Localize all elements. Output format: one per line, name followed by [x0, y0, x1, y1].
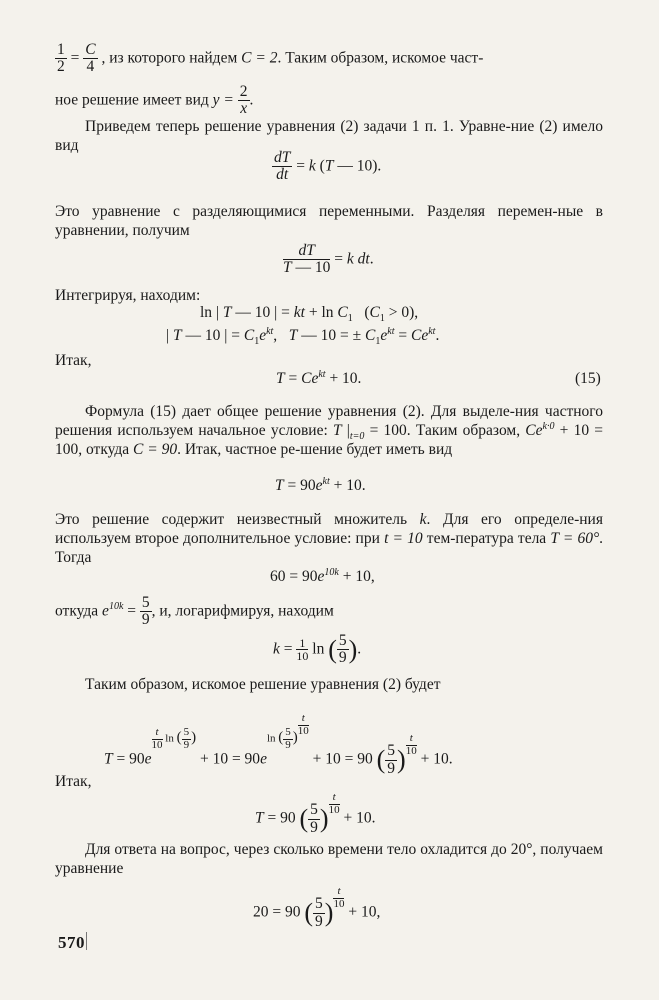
math-ce: Ce	[525, 422, 543, 439]
text-p6c: тем-пература тела	[426, 530, 547, 547]
text-p5c: , откуда	[78, 441, 130, 458]
fraction-2-x: $\frac{2}{x}$	[239, 83, 248, 118]
text-p6: Это решение содержит неизвестный множитель	[55, 511, 408, 528]
equation-integrated-2: | T — 10 | = $C_1e^{kt}$, T — 10 = ± $C_1e^{kt} = Ce^{kt}$.	[166, 325, 440, 348]
math-c-eq-90: C = 90	[133, 441, 178, 458]
paragraph-4: Интегрируя, находим:	[55, 287, 201, 304]
paragraph-6	[55, 510, 603, 567]
line-particular-solution: ное решение имеет вид y = $\frac{2}{x}$ .	[55, 83, 254, 118]
line-exp-fraction: откуда $e^{10k}$ = $\frac{5}{9}$ , и, логарифмируя, находим	[55, 594, 334, 629]
equation-final: T = 90 ( $\frac{5}{9}$ ) $\frac{t}{10}$ + 10.	[255, 791, 376, 836]
math-ce-rest: + 10 = 100	[55, 422, 603, 458]
text-p1c: ное решение имеет вид	[55, 91, 209, 109]
math-k: k	[419, 511, 427, 528]
paragraph-2: Приведем теперь решение уравнения (2) задачи 1 п. 1. Уравне-ние (2) имело вид	[55, 118, 603, 154]
equation-number-15: (15)	[575, 370, 601, 387]
equation-60: $60 = 90e^{10k} + 10$,	[270, 566, 375, 585]
math-c-eq-2: C = 2	[241, 49, 278, 67]
text-p5d: . Итак, частное ре-шение будет иметь вид	[177, 441, 453, 458]
text-p1a: , из которого найдем	[101, 49, 238, 67]
itak-1: Итак,	[55, 352, 92, 369]
equation-separated: $\frac{dT}{T — 10}$ = k dt.	[283, 242, 374, 277]
paragraph-3: Это уравнение с разделяющимися переменными. Разделяя перемен-ные в уравнении, получим	[55, 203, 603, 239]
equation-15: $T = Ce^{kt} + 10$.	[276, 368, 362, 387]
text-p5: Формула (15) дает общее решение уравнения (2). Для выделе-ния частного решения используем начальное условие:	[55, 403, 603, 439]
text-p6b: . Для его определе-ния используем второе дополнительное условие: при	[55, 511, 603, 547]
equation-particular: $T = 90e^{kt} + 10$.	[275, 475, 366, 494]
paragraph-5: Формула (15) дает общее решение уравнения (2). Для выделе-ния частного решения используем начальное условие: T $|_{t=0} = 100$. Таким образом, $Ce^{k\cdot 0} + 10 = 100$, откуда C = 90. Итак, частное ре-шение будет иметь вид	[55, 403, 603, 458]
math-t0-cond: = 100.	[369, 422, 411, 439]
equation-integrated-1: ln | T — 10 | = kt + $\ln C_1$ $(C_1 > 0)$,	[200, 304, 419, 325]
equation-solution-long: T = 90e $\frac{t}{10}$ ln ( $\frac{5}{9}$ ) + 10 = 90eln ( $\frac{5}{9}$ ) $\frac{t}{10}$ + 10 = 90 ( $\frac{5}{9}$ ) $\frac{t}{10}$ + 10.	[104, 712, 453, 777]
math-y-eq: y =	[212, 91, 234, 109]
equation-dT-dt: $\frac{dT}{dt}$ = k (T — 10).	[274, 149, 382, 184]
text-p6d: . Тогда	[55, 530, 604, 566]
paragraph-8: Таким образом, искомое решение уравнения (2) будет	[85, 676, 441, 693]
itak-2: Итак,	[55, 773, 92, 790]
line-fraction-equation: $\frac{1}{2}$ = $\frac{C}{4}$ , из которого найдем C = 2. Таким образом, искомое част-	[57, 41, 484, 76]
text-p7b: , и, логарифмируя, находим	[151, 602, 334, 620]
fraction-c-4: $\frac{C}{4}$	[85, 41, 96, 76]
equation-20: 20 = 90 ( $\frac{5}{9}$ ) $\frac{t}{10}$ + 10,	[253, 885, 381, 930]
text-p1b: . Таким образом, искомое част-	[277, 49, 484, 67]
math-t-eq-10: t = 10	[384, 530, 423, 547]
equation-k: k = $\frac{1}{10}$ ln ( $\frac{5}{9}$ ).	[273, 632, 362, 667]
paragraph-9: Для ответа на вопрос, через сколько времени тело охладится до 20°, получаем уравнение	[55, 841, 603, 877]
fraction-1-2: $\frac{1}{2}$	[57, 41, 65, 76]
margin-mark	[86, 932, 87, 950]
text-p5b: Таким образом,	[415, 422, 521, 439]
math-T-eq-60: T = 60°	[550, 530, 600, 547]
page-number: 570	[58, 933, 85, 952]
text-p7a: откуда	[55, 602, 99, 620]
